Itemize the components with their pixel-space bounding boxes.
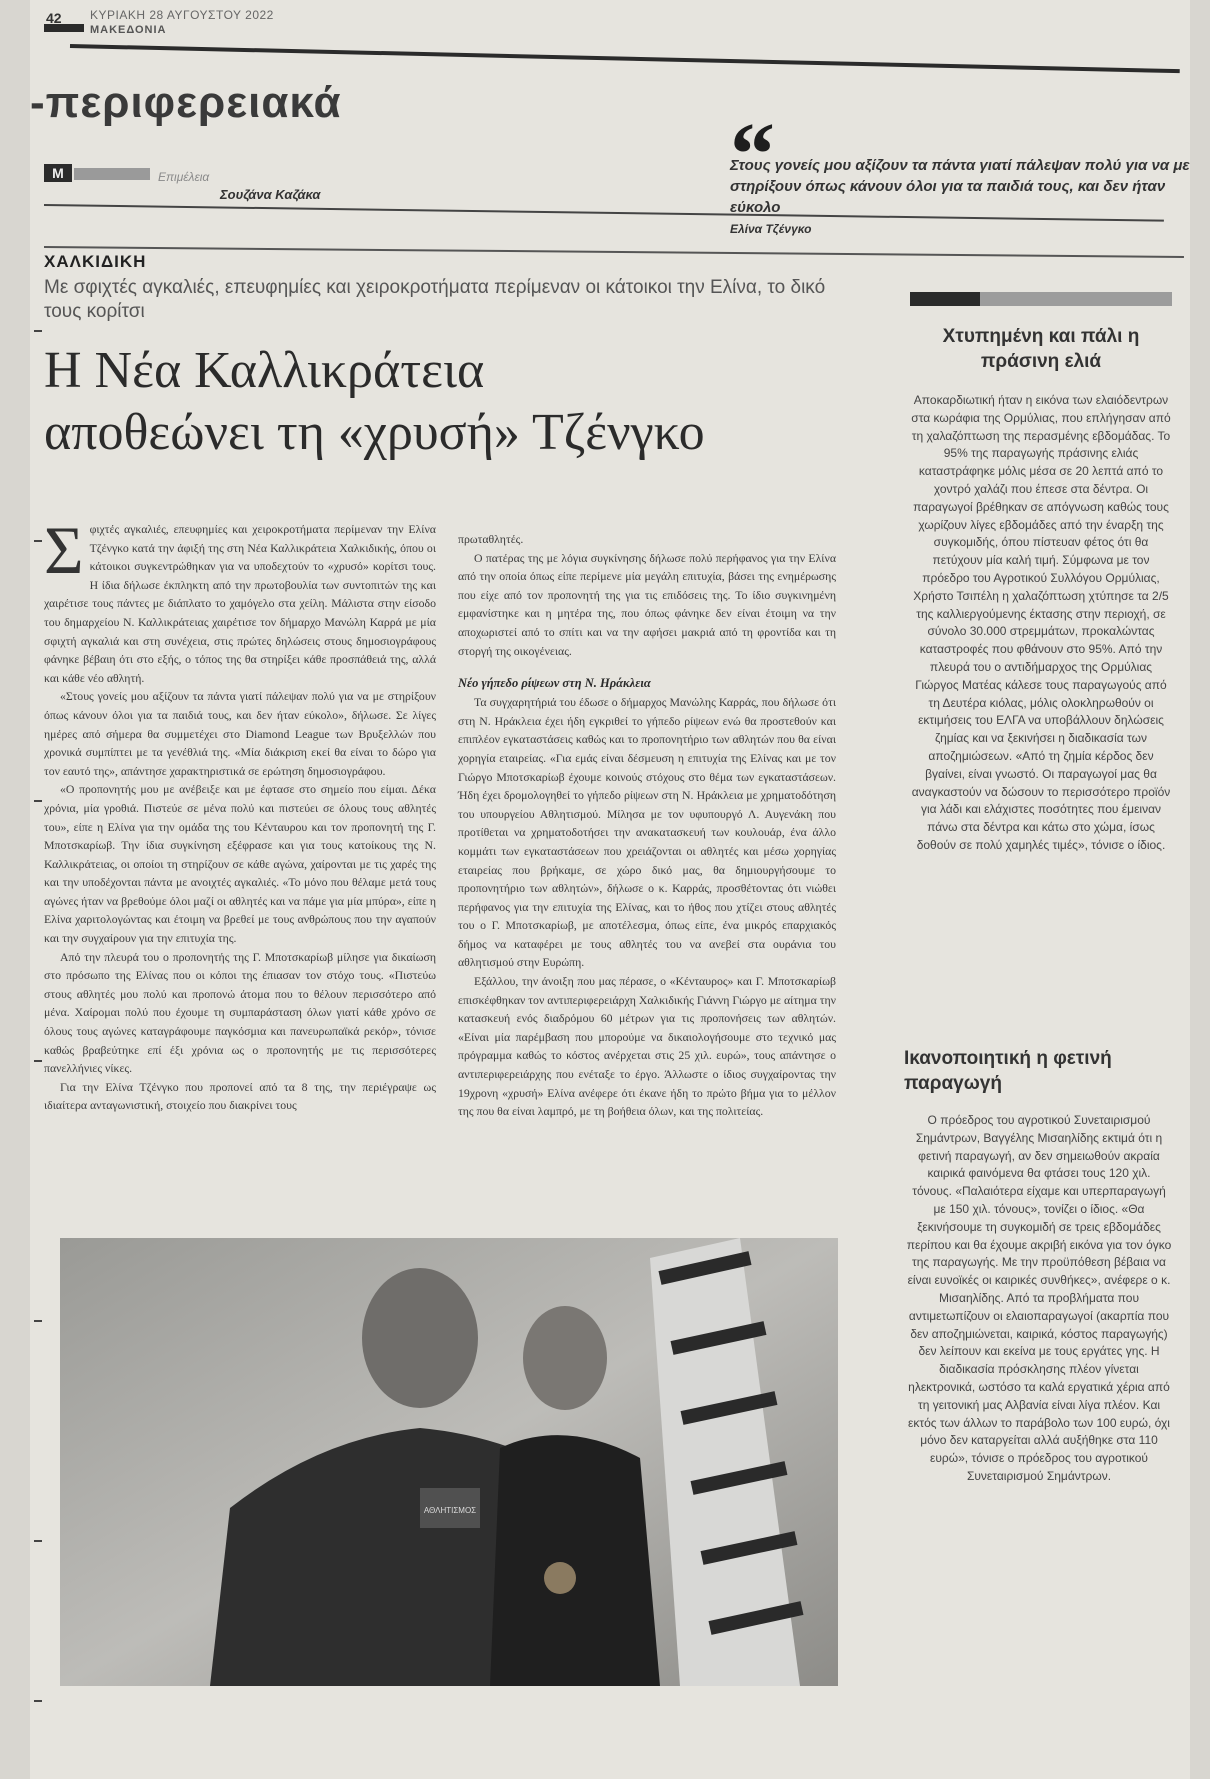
article-subhead: Με σφιχτές αγκαλιές, επευφημίες και χειροκροτήματα περίμεναν οι κάτοικοι την Ελίνα, το δικό τους κορίτσι xyxy=(44,277,826,322)
section-title: -περιφερειακά xyxy=(30,78,342,127)
pull-quote: Στους γονείς μου αξίζουν τα πάντα γιατί πάλεψαν πολύ για να με στηρίξουν όπως κάνουν όλοι για τα παιδιά τους, και δεν ήταν εύκολο xyxy=(730,157,1190,216)
paragraph: Από την πλευρά του ο προπονητής της Γ. Μποτσκαρίωβ μίλησε για δικαίωση στο πρόσωπο της Ελίνας που οι κόποι της έπιασαν τον στόχο τους. «Πιστεύω στους αθλητές μου πολύ και προπονώ άτομα που το θέλουν περισσότερο από μένα. Χαίρομαι πολύ που έχουμε τη συμπαράσταση όλων γιατί κάθε χρόνο σε όλους τους αγώνες καταγράφουμε παγκόσμια και πανευρωπαϊκά ρεκόρ», τόνισε καθώς βραβεύτηκε επί έξι χρόνια ως ο προπονητής με τις περισσότερες πανελλήνιες νίκες. xyxy=(44,949,436,1076)
article-column-2 xyxy=(458,530,836,1121)
newspaper-page xyxy=(30,0,1190,1779)
paragraph: Σφιχτές αγκαλιές, επευφημίες και χειροκροτήματα περίμεναν την Ελίνα Τζένγκο κατά την άφιξή της στη Νέα Καλλικράτεια Χαλκιδικής, όπου οι κάτοικοι συγκεντρώθηκαν για να υποδεχτούν το «χρυσό» κορίτσι τους. Η ίδια δήλωσε έκπληκτη από την πρωτοβουλία των συντοπιτών της και χαιρέτισε τους πάντες με διάπλατο το χαμόγελο στα χείλη. Μάλιστα στην είσοδο του δημαρχείου Ν. Καλλικράτειας χαιρέτισε τον δήμαρχο Μανώλη Καρρά με μία σφιχτή αγκαλιά και στη συνέχεια, στις πρώτες δηλώσεις στους δημοσιογράφους φάνηκε βέβαιη ότι στο εξής, ο τόπος της θα στηρίξει κάθε προσπάθειά της, αλλά και κάθε νέο αθλητή. xyxy=(44,512,436,685)
sidebar-paragraph: Ο πρόεδρος του αγροτικού Συνεταιρισμού Σημάντρων, Βαγγέλης Μισαηλίδης εκτιμά ότι η φετινή παραγωγή, αν δεν σημειωθούν ακραία καιρικά φαινόμενα θα φτάσει τους 120 χιλ. τόνους. «Παλαιότερα είχαμε και υπερπαραγωγή με 150 χιλ. τόνους», τονίζει ο ίδιος. «Θα ξεκινήσουμε τη συγκομιδή σε τρεις εβδομάδες περίπου και θα έχουμε ακριβή εικόνα για τον όγκο της παραγωγής. Με την προϋπόθεση βέβαια να είναι ευνοϊκές οι καιρικές συνθήκες», ανέφερε ο κ. Μισαηλίδης. Από τα προβλήματα που αντιμετωπίζουν οι ελαιοπαραγωγοί (ακαρπία που δεν αποζημιώνεται, καιρικά, κόστος παραγωγής) δεν λείπουν και εκείνα με τους εργάτες γης. Η διαδικασία πρόσκλησης πλέον γίνεται ηλεκτρονικά, ωστόσο τα καλά εργατικά χέρια από τη γειτονική μας Αλβανία είναι λίγα πλέον. Και εκτός των άλλων το παράβολο των 100 ευρώ, όχι μόνο δεν καταργείται αλλά αυξήθηκε στα 110 ευρώ», τόνισε ο πρόεδρος του αγροτικού Συνεταιρισμού Σημάντρων. xyxy=(906,1113,1172,1483)
sidebar-paragraph: Αποκαρδιωτική ήταν η εικόνα των ελαιόδεντρων στα κωράφια της Ορμύλιας, που επλήγησαν από τη χαλαζόπτωση της περασμένης εβδομάδας. Το 95% της παραγωγής πράσινης ελιάς καταστράφηκε μόλις μέσα σε 20 λεπτά από το χοντρό χαλάζι που έπεσε στα δέντρα. Οι παραγωγοί βρέθηκαν σε απόγνωση καθώς τους χωρίζουν λίγες εβδομάδες από την έναρξη της συγκομιδής, όπου πίστευαν φέτος ότι θα πετύχουν μία καλή τιμή. Σύμφωνα με τον πρόεδρο του Αγροτικού Συλλόγου Ορμύλιας, Χρήστο Τσιπέλη η χαλαζόπτωση χτύπησε τα 2/5 της καλλιεργούμενης έκτασης στην περιοχή, σε σύνολο 30.000 στρεμμάτων, προκαλώντας καταστροφές που φθάνουν στο 95%. Από την πλευρά του ο αντιδήμαρχος της Ορμύλιας Γιώργος Ματέας κάλεσε τους παραγωγούς από τη Δευτέρα κιόλας, μόλις ολοκληρωθούν οι εκτιμήσεις του ΕΛΓΑ να υποβάλλουν δηλώσεις ζημίας και να ξεκινήσει η διαδικασία των αποζημιώσεων. «Από τη ζημία κέρδος δεν βγαίνει, είναι γνωστό. Οι παραγωγοί μας θα αναγκαστούν να δώσουν το περισσότερο προϊόν για λάδι και ελάχιστες ποσότητες που έμειναν πάνω στα δέντρα και κάτω στο χώμα, ίσως δοθούν σε πολύ χαμηλές τιμές», τόνισε ο ίδιος. xyxy=(911,393,1171,852)
paragraph: «Ο προπονητής μου με ανέβειξε και με έφτασε στο σημείο που είμαι. Δέκα χρόνια, μία γροθιά. Πιστεύε σε μένα πολύ και πιστεύει σε όλους τους αθλητές του», είπε η Ελίνα για την ομάδα της του Κένταυρου και τον προπονητή της Γ. Μποτσκαρίωβ. Την ίδια συγκίνηση εξέφρασε και για τους κατοίκους της Ν. Καλλικράτειας, οι οποίοι τη στηρίζουν σε κάθε αγώνα, χαίρονται με τις χαρές της και την υποδέχονται πάντα με ανοιχτές αγκαλιές. «Το μόνο που θέλαμε μετά τους αγώνες ήταν να βρεθούμε όλοι μαζί οι αθλητές και να πάμε για μία μπύρα», είπε η Ελίνα χαριτολογώντας και έτοιμη να βρεθεί με τους ανθρώπους που την αγαπούν και την συγχαίρουν για την επιτυχία της. xyxy=(44,782,436,946)
newspaper-name: ΜΑΚΕΔΟΝΙΑ xyxy=(90,24,167,36)
article-photo xyxy=(60,1238,838,1686)
author-name: Σουζάνα Καζάκα xyxy=(220,187,321,202)
article-kicker: ΧΑΛΚΙΔΙΚΗ xyxy=(44,252,147,271)
paragraph: Για την Ελίνα Τζένγκο που προπονεί από τα 8 της, την περιέγραψε ως ιδιαίτερα ανταγωνιστική, στοιχείο που διακρίνει τους xyxy=(44,1079,436,1113)
headline-line-2: αποθεώνει τη «χρυσή» Τζένγκο xyxy=(44,404,705,461)
header-rule xyxy=(70,44,1180,73)
article-column-1 xyxy=(44,512,436,1115)
paragraph: «Στους γονείς μου αξίζουν τα πάντα γιατί πάλεψαν πολύ για να με στηρίξουν όπως κάνουν όλοι για τα παιδιά τους, και δεν ήταν εύκολο», δήλωσε. Σε λίγες ημέρες από σήμερα θα συμμετέχει στο Diamond League των Βρυξελλών που χρονικά συμπίπτει με τα γενέθλιά της. «Μία διάκριση εκεί θα είναι το δώρο για τον εαυτό της», απάντησε χαρακτηριστικά σε ερώτηση δημοσιογράφου. xyxy=(44,689,436,778)
paragraph: Τα συγχαρητήριά του έδωσε ο δήμαρχος Μανώλης Καρράς, που δήλωσε ότι στη Ν. Ηράκλεια έχει ήδη εγκριθεί το γήπεδο ρίψεων ενώ θα προστεθούν και επιπλέον εγκαταστάσεις καθώς και το προπονητήριο των αθλητών που θα είναι χορηγία εταιρείας. «Για εμάς είναι δέσμευση η επιτυχία της Ελίνας και με τον Γιώργο Μποτσκαρίωβ έχουμε κοινούς στόχους στο θέμα των εγκαταστάσεων. Ήδη έχει δρομολογηθεί το γήπεδο ρίψεων στη Ν. Ηράκλεια με χρηματοδότηση του υπουργείου Αθλητισμού. Μίλησα με τον υφυπουργό Λ. Αυγενάκη που προτίθεται να χρηματοδοτήσει την ανακατασκευή των κουλουάρ, ένα άλλο κομμάτι των εγκαταστάσεων που χρειάζονται οι αθλητές και μέσω χορηγίας εταιρείας που βρήκαμε, σε χώρο δικό μας, θα δημιουργήσουμε το προπονητήριο των αθλητών», δήλωσε ο κ. Καρράς, προσθέτοντας ότι νιώθει περήφανος για την επιτυχία της Ελίνας, και το ήθος που χτίζει στους αθλητές του ο Γ. Μποτσκαρίωβ, με αποτέλεσμα, όπως είπε, ένα μικρός επαρχιακός δήμος να καταφέρει με τους αθλητές του να ανεβεί στα ουράνια του αθλητισμού στην Ευρώπη. xyxy=(458,695,836,970)
quote-marks-icon: “ xyxy=(730,105,775,204)
shirt-logo: ΑΘΛΗΤΙΣΜΟΣ xyxy=(423,1506,477,1515)
sidebar-title-1: Χτυπημένη και πάλι η πράσινη ελιά xyxy=(942,326,1140,372)
sidebar-text-2 xyxy=(906,1112,1172,1486)
author-logo: M xyxy=(44,164,72,182)
quote-attribution: Ελίνα Τζένγκο xyxy=(730,222,812,236)
article-headline xyxy=(44,340,884,464)
sidebar-title-2: Ικανοποιητική η φετινή παραγωγή xyxy=(904,1048,1112,1094)
paragraph: πρωταθλητές. xyxy=(458,532,524,546)
headline-rule xyxy=(44,246,1184,258)
issue-date: ΚΥΡΙΑΚΗ 28 ΑΥΓΟΥΣΤΟΥ 2022 xyxy=(90,8,274,22)
paragraph: Εξάλλου, την άνοιξη που μας πέρασε, ο «Κένταυρος» και Γ. Μποτσκαρίωβ επισκέφθηκαν τον αντιπεριφερειάρχη Χαλκιδικής Γιάννη Γιώργο με αίτημα την κατασκευή ενός διαδρόμου 60 μέτρων για τις προπονήσεις των αθλητών. «Είναι μία παρέμβαση που μπορούμε να δικαιολογήσουμε στο τεχνικό μας πρόγραμμα καθώς το κόστος ανέρχεται στις 25 χιλ. ευρώ», τους απάντησε ο αντιπεριφερειάρχης που ενέταξε το έργο. Άλλωστε ο ίδιος συγχαίροντας την 19χρονη «χρυσή» Ελίνα ανέφερε ότι έκανε ήδη το πρώτο βήμα για το μέλλον της που θα είναι λαμπρό, με τη βοήθεια όλων, και της πολιτείας. xyxy=(458,974,836,1119)
paragraph: Ο πατέρας της με λόγια συγκίνησης δήλωσε πολύ περήφανος για την Ελίνα από την οποία όπως είπε περίμενε μία μεγάλη επιτυχία, βάσει της ενημέρωσης που είχε από τον προπονητή της για τις επιδόσεις της. Το ίδιο συγκινημένη εμφανίστηκε και η μητέρα της, που όπως φάνηκε δεν είναι έτοιμη να την αποχωριστεί από το σπίτι και να την αφήσει μακριά από τη φροντίδα και τη στοργή της οικογένειας. xyxy=(458,550,836,658)
drop-cap: Σ xyxy=(44,512,84,588)
headline-line-1: Η Νέα Καλλικράτεια xyxy=(44,342,485,399)
author-label: Επιμέλεια xyxy=(158,170,210,184)
sidebar-text-1 xyxy=(910,392,1172,855)
sidebar-bar-accent xyxy=(910,292,980,306)
page-number: 42 xyxy=(46,10,62,26)
intertitle: Νέο γήπεδο ρίψεων στη Ν. Ηράκλεια xyxy=(458,676,651,691)
author-bar xyxy=(74,168,150,180)
